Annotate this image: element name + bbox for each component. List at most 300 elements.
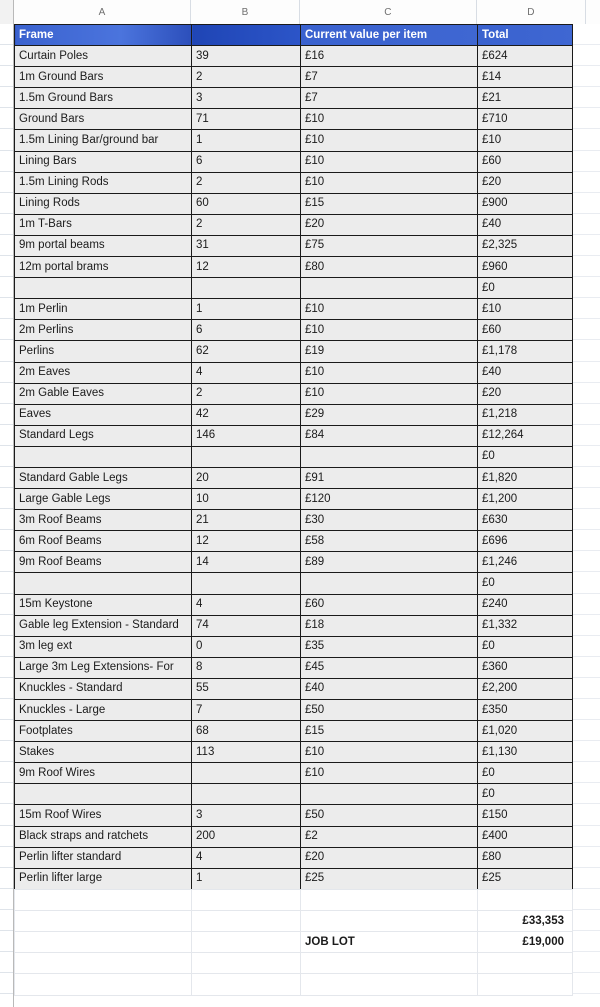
spare-cell[interactable] — [572, 572, 600, 593]
summary-row — [15, 932, 573, 953]
row-number-cell[interactable] — [0, 87, 13, 108]
row-number-cell[interactable] — [0, 214, 13, 235]
summary-cell-a[interactable] — [15, 932, 192, 953]
summary-cell-a[interactable] — [15, 953, 192, 974]
unit-value-cell[interactable]: £25 — [301, 868, 478, 889]
quantity-cell[interactable]: 31 — [192, 235, 301, 256]
summary-cell-a[interactable] — [15, 974, 192, 995]
spare-cell[interactable] — [572, 87, 600, 108]
quantity-cell[interactable]: 60 — [192, 193, 301, 214]
spare-cell[interactable] — [572, 973, 600, 994]
total-cell[interactable]: £2,200 — [478, 678, 573, 699]
summary-cell-b[interactable] — [192, 932, 301, 953]
item-cell[interactable]: 15m Keystone — [15, 594, 192, 615]
item-cell[interactable]: 1m Perlin — [15, 299, 192, 320]
unit-value-cell[interactable]: £91 — [301, 467, 478, 488]
quantity-cell[interactable]: 6 — [192, 320, 301, 341]
item-cell[interactable]: 9m Roof Beams — [15, 552, 192, 573]
table-row — [15, 700, 573, 721]
total-cell[interactable]: £40 — [478, 214, 573, 235]
header-cell-current-value[interactable]: Current value per item — [301, 25, 478, 46]
total-cell[interactable]: £20 — [478, 172, 573, 193]
total-cell[interactable]: £240 — [478, 594, 573, 615]
total-cell[interactable]: £1,218 — [478, 404, 573, 425]
table-row — [15, 320, 573, 341]
row-number-cell[interactable] — [0, 45, 13, 66]
total-cell[interactable]: £0 — [478, 278, 573, 299]
unit-value-cell[interactable]: £35 — [301, 636, 478, 657]
item-cell[interactable]: Knuckles - Standard — [15, 678, 192, 699]
total-cell[interactable]: £20 — [478, 383, 573, 404]
unit-value-cell[interactable]: £45 — [301, 657, 478, 678]
total-cell[interactable]: £0 — [478, 763, 573, 784]
total-cell[interactable]: £80 — [478, 847, 573, 868]
item-cell[interactable] — [15, 573, 192, 594]
unit-value-cell[interactable]: £30 — [301, 510, 478, 531]
quantity-cell[interactable]: 12 — [192, 257, 301, 278]
item-cell[interactable]: 2m Gable Eaves — [15, 383, 192, 404]
total-cell[interactable]: £12,264 — [478, 425, 573, 446]
row-number-gutter — [0, 24, 14, 1007]
row-number-cell[interactable] — [0, 551, 13, 572]
row-number-cell[interactable] — [0, 994, 13, 1007]
job-lot-value[interactable]: £19,000 — [478, 932, 573, 953]
row-number-cell[interactable] — [0, 298, 13, 319]
quantity-cell[interactable] — [192, 784, 301, 805]
item-cell[interactable]: Gable leg Extension - Standard — [15, 615, 192, 636]
summary-table — [14, 889, 573, 995]
spare-cell[interactable] — [572, 172, 600, 193]
table-row — [15, 151, 573, 172]
total-cell[interactable]: £1,130 — [478, 742, 573, 763]
grand-total-value[interactable]: £33,353 — [478, 911, 573, 932]
item-cell[interactable]: Lining Rods — [15, 193, 192, 214]
item-cell[interactable]: Footplates — [15, 721, 192, 742]
item-cell[interactable]: 1m T-Bars — [15, 214, 192, 235]
item-cell[interactable]: Curtain Poles — [15, 46, 192, 67]
job-lot-label[interactable]: JOB LOT — [301, 932, 478, 953]
spare-cell[interactable] — [572, 340, 600, 361]
item-cell[interactable] — [15, 278, 192, 299]
row-number-cell[interactable] — [0, 847, 13, 868]
item-cell[interactable]: 2m Eaves — [15, 362, 192, 383]
spare-cell[interactable] — [572, 467, 600, 488]
quantity-cell[interactable]: 12 — [192, 531, 301, 552]
item-cell[interactable]: Eaves — [15, 404, 192, 425]
total-cell[interactable]: £2,325 — [478, 235, 573, 256]
header-cell-total[interactable]: Total — [478, 25, 573, 46]
spare-cell[interactable] — [572, 235, 600, 256]
row-number-cell[interactable] — [0, 699, 13, 720]
quantity-cell[interactable]: 0 — [192, 636, 301, 657]
summary-cell-a[interactable] — [15, 890, 192, 911]
spare-cell[interactable] — [572, 720, 600, 741]
spare-cell[interactable] — [572, 741, 600, 762]
summary-cell-a[interactable] — [15, 911, 192, 932]
spare-cell[interactable] — [572, 425, 600, 446]
row-number-cell[interactable] — [0, 931, 13, 952]
unit-value-cell[interactable]: £19 — [301, 341, 478, 362]
row-number-cell[interactable] — [0, 509, 13, 530]
total-cell[interactable]: £696 — [478, 531, 573, 552]
item-cell[interactable] — [15, 784, 192, 805]
row-number-cell[interactable] — [0, 804, 13, 825]
total-cell[interactable]: £40 — [478, 362, 573, 383]
row-number-cell[interactable] — [0, 66, 13, 87]
item-cell[interactable]: 12m portal brams — [15, 257, 192, 278]
unit-value-cell[interactable]: £84 — [301, 425, 478, 446]
item-cell[interactable]: 3m leg ext — [15, 636, 192, 657]
item-cell[interactable]: 6m Roof Beams — [15, 531, 192, 552]
row-number-cell[interactable] — [0, 277, 13, 298]
row-number-cell[interactable] — [0, 720, 13, 741]
unit-value-cell[interactable] — [301, 446, 478, 467]
item-cell[interactable]: 1.5m Lining Rods — [15, 172, 192, 193]
spare-cell[interactable] — [572, 24, 600, 45]
quantity-cell[interactable]: 4 — [192, 847, 301, 868]
spare-cell[interactable] — [572, 783, 600, 804]
total-cell[interactable]: £624 — [478, 46, 573, 67]
row-number-cell[interactable] — [0, 383, 13, 404]
total-cell[interactable]: £1,200 — [478, 489, 573, 510]
spare-cell[interactable] — [572, 889, 600, 910]
item-cell[interactable]: Large 3m Leg Extensions- For — [15, 657, 192, 678]
quantity-cell[interactable]: 68 — [192, 721, 301, 742]
spare-cell[interactable] — [572, 657, 600, 678]
unit-value-cell[interactable]: £2 — [301, 826, 478, 847]
quantity-cell[interactable]: 2 — [192, 67, 301, 88]
total-cell[interactable]: £10 — [478, 130, 573, 151]
total-cell[interactable]: £0 — [478, 636, 573, 657]
row-number-cell[interactable] — [0, 319, 13, 340]
total-cell[interactable]: £710 — [478, 109, 573, 130]
row-number-cell[interactable] — [0, 530, 13, 551]
quantity-cell[interactable]: 113 — [192, 742, 301, 763]
item-cell[interactable]: Ground Bars — [15, 109, 192, 130]
unit-value-cell[interactable]: £80 — [301, 257, 478, 278]
row-number-cell[interactable] — [0, 24, 13, 45]
item-cell[interactable]: 2m Perlins — [15, 320, 192, 341]
column-header-a[interactable]: A — [14, 0, 191, 24]
quantity-cell[interactable]: 3 — [192, 88, 301, 109]
spare-cell[interactable] — [572, 362, 600, 383]
row-number-cell[interactable] — [0, 889, 13, 910]
total-cell[interactable]: £900 — [478, 193, 573, 214]
row-number-cell[interactable] — [0, 973, 13, 994]
total-cell[interactable]: £25 — [478, 868, 573, 889]
total-cell[interactable]: £0 — [478, 446, 573, 467]
spare-cell[interactable] — [572, 256, 600, 277]
quantity-cell[interactable]: 20 — [192, 467, 301, 488]
quantity-cell[interactable] — [192, 763, 301, 784]
summary-cell-d[interactable] — [478, 974, 573, 995]
quantity-cell[interactable]: 2 — [192, 172, 301, 193]
spare-cell[interactable] — [572, 931, 600, 952]
spare-cell[interactable] — [572, 551, 600, 572]
total-cell[interactable]: £1,020 — [478, 721, 573, 742]
total-cell[interactable]: £350 — [478, 700, 573, 721]
summary-cell-b[interactable] — [192, 953, 301, 974]
quantity-cell[interactable]: 55 — [192, 678, 301, 699]
unit-value-cell[interactable]: £10 — [301, 130, 478, 151]
spare-cell[interactable] — [572, 108, 600, 129]
total-cell[interactable]: £14 — [478, 67, 573, 88]
header-cell-frame[interactable]: Frame — [15, 25, 192, 46]
spare-cell[interactable] — [572, 804, 600, 825]
spare-cell[interactable] — [572, 952, 600, 973]
row-number-cell[interactable] — [0, 762, 13, 783]
row-number-cell[interactable] — [0, 446, 13, 467]
summary-cell-c[interactable] — [301, 974, 478, 995]
unit-value-cell[interactable]: £15 — [301, 193, 478, 214]
unit-value-cell[interactable]: £10 — [301, 763, 478, 784]
item-cell[interactable]: Perlin lifter standard — [15, 847, 192, 868]
summary-cell-d[interactable] — [478, 953, 573, 974]
item-cell[interactable]: Perlins — [15, 341, 192, 362]
spare-cell[interactable] — [572, 994, 600, 1007]
table-row — [15, 214, 573, 235]
unit-value-cell[interactable]: £10 — [301, 742, 478, 763]
quantity-cell[interactable]: 14 — [192, 552, 301, 573]
row-number-cell[interactable] — [0, 108, 13, 129]
item-cell[interactable]: Standard Gable Legs — [15, 467, 192, 488]
row-number-cell[interactable] — [0, 952, 13, 973]
total-cell[interactable]: £150 — [478, 805, 573, 826]
table-row — [15, 868, 573, 889]
summary-cell-c[interactable] — [301, 890, 478, 911]
unit-value-cell[interactable]: £20 — [301, 847, 478, 868]
row-number-cell[interactable] — [0, 340, 13, 361]
column-header-b[interactable]: B — [191, 0, 300, 24]
spare-cell[interactable] — [572, 66, 600, 87]
spare-cell[interactable] — [572, 45, 600, 66]
unit-value-cell[interactable]: £7 — [301, 67, 478, 88]
item-cell[interactable]: Lining Bars — [15, 151, 192, 172]
unit-value-cell[interactable]: £10 — [301, 320, 478, 341]
quantity-cell[interactable]: 74 — [192, 615, 301, 636]
row-number-cell[interactable] — [0, 636, 13, 657]
total-cell[interactable]: £21 — [478, 88, 573, 109]
quantity-cell[interactable]: 4 — [192, 362, 301, 383]
item-cell[interactable]: 9m portal beams — [15, 235, 192, 256]
total-cell[interactable]: £60 — [478, 151, 573, 172]
quantity-cell[interactable]: 21 — [192, 510, 301, 531]
spare-cell[interactable] — [572, 530, 600, 551]
row-number-cell[interactable] — [0, 235, 13, 256]
spare-cell[interactable] — [572, 868, 600, 889]
item-cell[interactable] — [15, 446, 192, 467]
spare-cell[interactable] — [572, 910, 600, 931]
unit-value-cell[interactable]: £16 — [301, 46, 478, 67]
total-cell[interactable]: £1,820 — [478, 467, 573, 488]
row-number-cell[interactable] — [0, 467, 13, 488]
quantity-cell[interactable]: 1 — [192, 130, 301, 151]
total-cell[interactable]: £960 — [478, 257, 573, 278]
item-cell[interactable]: 1m Ground Bars — [15, 67, 192, 88]
quantity-cell[interactable] — [192, 573, 301, 594]
item-cell[interactable]: 3m Roof Beams — [15, 510, 192, 531]
unit-value-cell[interactable]: £20 — [301, 214, 478, 235]
spare-cell[interactable] — [572, 129, 600, 150]
quantity-cell[interactable]: 6 — [192, 151, 301, 172]
unit-value-cell[interactable]: £10 — [301, 383, 478, 404]
summary-cell-b[interactable] — [192, 974, 301, 995]
total-cell[interactable]: £0 — [478, 784, 573, 805]
spare-cell[interactable] — [572, 383, 600, 404]
unit-value-cell[interactable]: £50 — [301, 805, 478, 826]
row-number-cell[interactable] — [0, 193, 13, 214]
unit-value-cell[interactable]: £89 — [301, 552, 478, 573]
quantity-cell[interactable] — [192, 446, 301, 467]
unit-value-cell[interactable]: £10 — [301, 172, 478, 193]
summary-cell-c[interactable] — [301, 953, 478, 974]
quantity-cell[interactable]: 42 — [192, 404, 301, 425]
unit-value-cell[interactable]: £75 — [301, 235, 478, 256]
quantity-cell[interactable]: 71 — [192, 109, 301, 130]
spare-cell[interactable] — [572, 298, 600, 319]
spare-cell[interactable] — [572, 277, 600, 298]
total-cell[interactable]: £10 — [478, 299, 573, 320]
spare-cell[interactable] — [572, 319, 600, 340]
row-number-cell[interactable] — [0, 488, 13, 509]
row-number-cell[interactable] — [0, 741, 13, 762]
row-number-cell[interactable] — [0, 404, 13, 425]
summary-cell-b[interactable] — [192, 911, 301, 932]
unit-value-cell[interactable]: £10 — [301, 362, 478, 383]
spare-cell[interactable] — [572, 151, 600, 172]
unit-value-cell[interactable]: £58 — [301, 531, 478, 552]
spare-cell[interactable] — [572, 699, 600, 720]
unit-value-cell[interactable]: £15 — [301, 721, 478, 742]
quantity-cell[interactable]: 7 — [192, 700, 301, 721]
row-number-cell[interactable] — [0, 868, 13, 889]
spare-cell[interactable] — [572, 193, 600, 214]
row-number-cell[interactable] — [0, 572, 13, 593]
column-header-d[interactable]: D — [477, 0, 586, 24]
header-cell-quantity[interactable] — [192, 25, 301, 46]
spare-cell[interactable] — [572, 446, 600, 467]
unit-value-cell[interactable]: £60 — [301, 594, 478, 615]
quantity-cell[interactable]: 1 — [192, 868, 301, 889]
total-cell[interactable]: £60 — [478, 320, 573, 341]
quantity-cell[interactable]: 146 — [192, 425, 301, 446]
item-cell[interactable]: Perlin lifter large — [15, 868, 192, 889]
inventory-table — [14, 24, 573, 890]
quantity-cell[interactable]: 200 — [192, 826, 301, 847]
unit-value-cell[interactable]: £120 — [301, 489, 478, 510]
quantity-cell[interactable]: 8 — [192, 657, 301, 678]
spare-cell[interactable] — [572, 847, 600, 868]
row-number-cell[interactable] — [0, 657, 13, 678]
spare-cell[interactable] — [572, 762, 600, 783]
table-row — [15, 383, 573, 404]
table-row — [15, 552, 573, 573]
row-number-cell[interactable] — [0, 129, 13, 150]
table-row — [15, 446, 573, 467]
table-row — [15, 278, 573, 299]
item-cell[interactable]: Large Gable Legs — [15, 489, 192, 510]
unit-value-cell[interactable] — [301, 278, 478, 299]
total-cell[interactable]: £1,246 — [478, 552, 573, 573]
spare-cell[interactable] — [572, 214, 600, 235]
row-number-cell[interactable] — [0, 151, 13, 172]
quantity-cell[interactable]: 39 — [192, 46, 301, 67]
unit-value-cell[interactable]: £10 — [301, 151, 478, 172]
quantity-cell[interactable]: 1 — [192, 299, 301, 320]
spare-cell[interactable] — [572, 678, 600, 699]
spare-cell[interactable] — [572, 594, 600, 615]
item-cell[interactable]: 1.5m Lining Bar/ground bar — [15, 130, 192, 151]
spare-cell[interactable] — [572, 826, 600, 847]
item-cell[interactable]: Standard Legs — [15, 425, 192, 446]
quantity-cell[interactable]: 62 — [192, 341, 301, 362]
row-number-cell[interactable] — [0, 425, 13, 446]
item-cell[interactable]: Black straps and ratchets — [15, 826, 192, 847]
table-row — [15, 362, 573, 383]
spare-cell[interactable] — [572, 488, 600, 509]
table-row — [15, 341, 573, 362]
spare-cell[interactable] — [572, 636, 600, 657]
summary-cell-c[interactable] — [301, 911, 478, 932]
spare-cell[interactable] — [572, 509, 600, 530]
row-number-cell[interactable] — [0, 256, 13, 277]
unit-value-cell[interactable] — [301, 573, 478, 594]
unit-value-cell[interactable] — [301, 784, 478, 805]
unit-value-cell[interactable]: £29 — [301, 404, 478, 425]
summary-cell-d[interactable] — [478, 890, 573, 911]
item-cell[interactable]: Stakes — [15, 742, 192, 763]
quantity-cell[interactable]: 3 — [192, 805, 301, 826]
spare-cell[interactable] — [572, 615, 600, 636]
row-number-cell[interactable] — [0, 783, 13, 804]
row-number-cell[interactable] — [0, 172, 13, 193]
item-cell[interactable]: Knuckles - Large — [15, 700, 192, 721]
select-all-corner[interactable] — [0, 0, 14, 24]
quantity-cell[interactable] — [192, 278, 301, 299]
quantity-cell[interactable]: 4 — [192, 594, 301, 615]
total-cell[interactable]: £0 — [478, 573, 573, 594]
item-cell[interactable]: 9m Roof Wires — [15, 763, 192, 784]
summary-cell-b[interactable] — [192, 890, 301, 911]
quantity-cell[interactable]: 10 — [192, 489, 301, 510]
column-header-e[interactable] — [586, 0, 600, 24]
row-number-cell[interactable] — [0, 594, 13, 615]
row-number-cell[interactable] — [0, 826, 13, 847]
item-cell[interactable]: 1.5m Ground Bars — [15, 88, 192, 109]
unit-value-cell[interactable]: £10 — [301, 109, 478, 130]
quantity-cell[interactable]: 2 — [192, 214, 301, 235]
unit-value-cell[interactable]: £10 — [301, 299, 478, 320]
row-number-cell[interactable] — [0, 910, 13, 931]
table-row — [15, 425, 573, 446]
column-header-c[interactable]: C — [300, 0, 477, 24]
total-cell[interactable]: £360 — [478, 657, 573, 678]
quantity-cell[interactable]: 2 — [192, 383, 301, 404]
unit-value-cell[interactable]: £50 — [301, 700, 478, 721]
total-cell[interactable]: £400 — [478, 826, 573, 847]
row-number-cell[interactable] — [0, 362, 13, 383]
spare-cell[interactable] — [572, 404, 600, 425]
item-cell[interactable]: 15m Roof Wires — [15, 805, 192, 826]
row-number-cell[interactable] — [0, 678, 13, 699]
total-cell[interactable]: £1,178 — [478, 341, 573, 362]
row-number-cell[interactable] — [0, 615, 13, 636]
total-cell[interactable]: £1,332 — [478, 615, 573, 636]
total-cell[interactable]: £630 — [478, 510, 573, 531]
unit-value-cell[interactable]: £7 — [301, 88, 478, 109]
unit-value-cell[interactable]: £40 — [301, 678, 478, 699]
unit-value-cell[interactable]: £18 — [301, 615, 478, 636]
